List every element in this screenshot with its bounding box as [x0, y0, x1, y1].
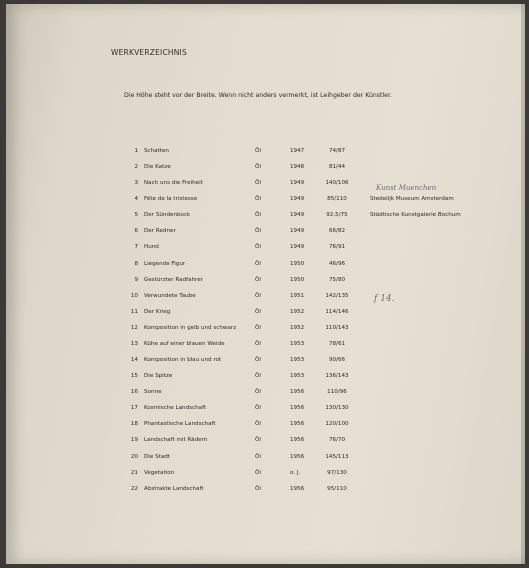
work-title: Landschaft mit Rädern: [144, 437, 208, 444]
work-row: [6, 244, 525, 256]
work-row: [6, 293, 525, 305]
work-title: Abstrakte Landschaft: [144, 485, 204, 492]
work-lender: Stedelijk Museum Amsterdam: [370, 196, 454, 203]
work-row: [6, 309, 525, 321]
work-row: [6, 261, 525, 273]
work-size: 76/70: [328, 437, 346, 444]
work-medium: Öl: [255, 228, 261, 235]
work-title: Kühe auf einer blauen Weide: [144, 340, 225, 347]
work-medium: Öl: [255, 212, 261, 219]
work-title: Der Sündenbock: [144, 212, 191, 219]
work-medium: Öl: [255, 148, 261, 154]
work-year: 1956: [290, 485, 305, 492]
work-year: 1947: [290, 148, 305, 154]
work-number: 21: [130, 469, 138, 476]
work-title: Der Krieg: [144, 308, 171, 315]
work-number: 9: [134, 276, 138, 283]
work-number: 16: [130, 389, 138, 396]
work-year: 1956: [290, 437, 305, 444]
work-medium: Öl: [255, 308, 261, 315]
work-medium: Öl: [255, 292, 261, 299]
work-title: Gestürzter Radfahrer: [144, 276, 203, 283]
work-row: [6, 454, 525, 466]
work-medium: Öl: [255, 276, 261, 283]
work-row: [6, 148, 525, 160]
work-title: Die Katze: [144, 164, 171, 171]
work-year: 1950: [290, 260, 305, 267]
work-size: 81/44: [328, 164, 346, 171]
work-number: 4: [134, 196, 138, 203]
work-medium: Öl: [255, 180, 261, 187]
work-year: 1956: [290, 405, 305, 412]
work-title: Liegende Figur: [144, 260, 186, 267]
work-year: 1956: [290, 389, 305, 396]
work-number: 1: [134, 148, 138, 154]
work-medium: Öl: [255, 421, 261, 428]
work-number: 18: [130, 421, 138, 428]
work-number: 7: [134, 244, 138, 251]
work-title: Fête de la tristesse: [144, 196, 198, 203]
work-year: 1953: [290, 340, 305, 347]
work-size: 130/130: [325, 405, 349, 412]
work-number: 14: [130, 357, 138, 364]
work-year: 1949: [290, 228, 305, 235]
work-row: [6, 212, 525, 224]
work-size: 75/80: [328, 276, 346, 283]
work-medium: Öl: [255, 260, 261, 267]
work-lender: Städtische Kunstgalerie Bochum: [370, 212, 461, 219]
work-year: 1952: [290, 324, 305, 331]
work-row: [6, 357, 525, 369]
handwritten-annotation-row-10: f 14.: [374, 294, 395, 304]
work-medium: Öl: [255, 389, 261, 396]
work-row: [6, 180, 525, 192]
work-title: Sonne: [144, 389, 162, 396]
work-number: 13: [130, 340, 138, 347]
work-size: 145/113: [325, 453, 349, 460]
work-size: 85/110: [327, 196, 347, 203]
work-size: 97/130: [327, 469, 347, 476]
work-row: [6, 421, 525, 433]
work-medium: Öl: [255, 469, 261, 476]
work-year: 1956: [290, 421, 305, 428]
work-number: 10: [130, 292, 138, 299]
work-number: 19: [130, 437, 138, 444]
work-size: 92,5/75: [326, 212, 348, 219]
work-row: [6, 405, 525, 417]
work-medium: Öl: [255, 405, 261, 412]
catalog-page: [6, 4, 525, 564]
work-size: 120/100: [325, 421, 349, 428]
work-row: [6, 486, 525, 498]
work-size: 142/135: [325, 292, 349, 299]
work-title: Komposition in gelb und schwarz: [144, 324, 237, 331]
work-size: 90/66: [328, 357, 346, 364]
work-number: 15: [130, 373, 138, 380]
work-size: 76/91: [328, 244, 346, 251]
handwritten-annotation-row-3: Kunst Muenchen: [376, 184, 437, 192]
work-row: [6, 325, 525, 337]
work-number: 3: [134, 180, 138, 187]
work-row: [6, 164, 525, 176]
work-title: Schatten: [144, 148, 169, 154]
work-title: Verwundete Taube: [144, 292, 196, 299]
work-year: 1949: [290, 244, 305, 251]
work-year: 1949: [290, 196, 305, 203]
work-medium: Öl: [255, 196, 261, 203]
work-size: 95/110: [327, 485, 347, 492]
work-number: 8: [134, 260, 138, 267]
work-number: 2: [134, 164, 138, 171]
dimension-note: Die Höhe steht vor der Breite. Wenn nicht anders vermerkt, ist Leihgeber der Künstler.: [124, 92, 392, 99]
work-year: 1953: [290, 357, 305, 364]
work-size: 46/96: [328, 260, 346, 267]
work-title: Hund: [144, 244, 159, 251]
work-year: 1952: [290, 308, 305, 315]
work-medium: Öl: [255, 437, 261, 444]
work-title: Phantastische Landschaft: [144, 421, 216, 428]
work-title: Die Spitze: [144, 373, 173, 380]
work-year: 1951: [290, 292, 305, 299]
work-medium: Öl: [255, 373, 261, 380]
work-number: 5: [134, 212, 138, 219]
work-title: Komposition in blau und rot: [144, 357, 222, 364]
work-number: 22: [130, 485, 138, 492]
work-size: 136/143: [325, 373, 349, 380]
work-medium: Öl: [255, 164, 261, 171]
work-title: Die Stadt: [144, 453, 170, 460]
work-medium: Öl: [255, 357, 261, 364]
work-number: 12: [130, 324, 138, 331]
work-title: Der Redner: [144, 228, 176, 235]
work-number: 11: [130, 308, 138, 315]
work-size: 74/87: [328, 148, 346, 154]
work-title: Nach uns die Freiheit: [144, 180, 203, 187]
work-medium: Öl: [255, 453, 261, 460]
work-year: 1949: [290, 212, 305, 219]
work-year: 1953: [290, 373, 305, 380]
work-size: 114/146: [325, 308, 349, 315]
work-number: 20: [130, 453, 138, 460]
work-year: 1956: [290, 453, 305, 460]
work-size: 110/96: [327, 389, 347, 396]
work-row: [6, 277, 525, 289]
work-year: o. J.: [290, 469, 301, 476]
work-year: 1950: [290, 276, 305, 283]
work-row: [6, 470, 525, 482]
work-row: [6, 437, 525, 449]
work-year: 1949: [290, 180, 305, 187]
work-medium: Öl: [255, 340, 261, 347]
work-year: 1948: [290, 164, 305, 171]
work-size: 140/106: [325, 180, 349, 187]
work-row: [6, 389, 525, 401]
work-row: [6, 228, 525, 240]
work-number: 17: [130, 405, 138, 412]
work-title: Kosmische Landschaft: [144, 405, 207, 412]
work-row: [6, 196, 525, 208]
work-title: Vegetation: [144, 469, 175, 476]
work-size: 110/143: [325, 324, 349, 331]
work-medium: Öl: [255, 244, 261, 251]
page-title: WERKVERZEICHNIS: [111, 48, 187, 57]
work-row: [6, 341, 525, 353]
work-size: 78/61: [328, 340, 346, 347]
work-row: [6, 373, 525, 385]
work-size: 66/82: [328, 228, 346, 235]
work-number: 6: [134, 228, 138, 235]
work-medium: Öl: [255, 485, 261, 492]
work-medium: Öl: [255, 324, 261, 331]
